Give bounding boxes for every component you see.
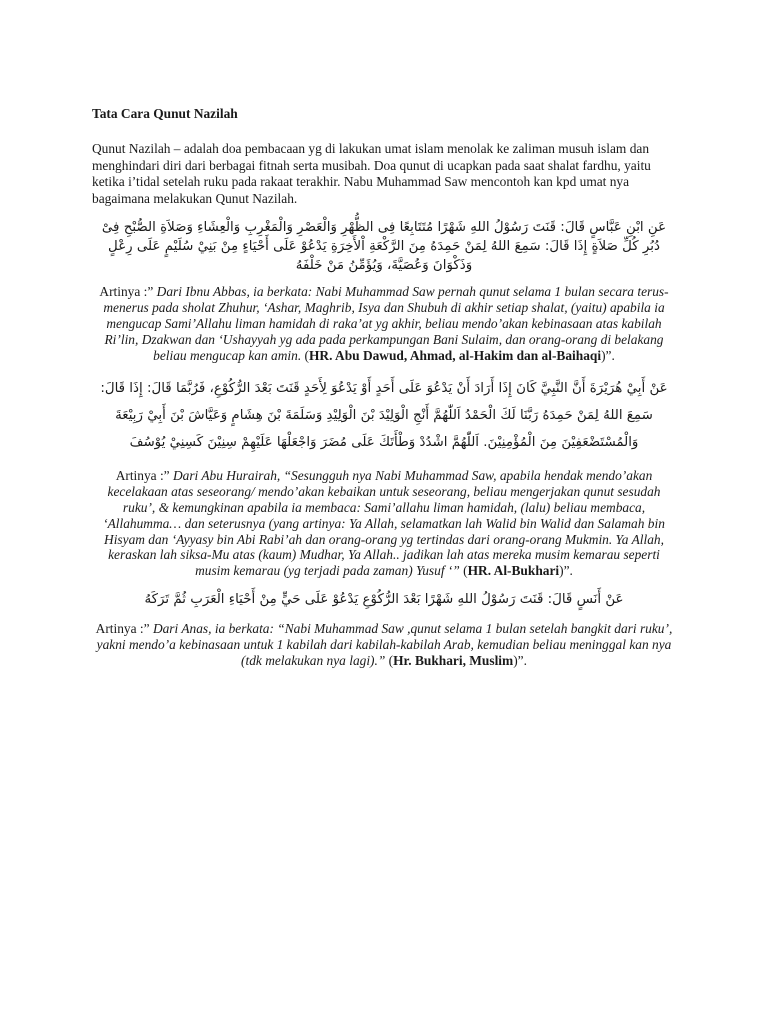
hadith-reference: HR. Al-Bukhari — [467, 563, 560, 579]
hadith-reference: Hr. Bukhari, Muslim — [393, 652, 514, 668]
translation-label: Artinya :” — [95, 620, 150, 636]
document-title: Tata Cara Qunut Nazilah — [92, 106, 238, 121]
reference-open: ( — [301, 347, 309, 363]
document-page — [92, 106, 676, 680]
hadith-reference: HR. Abu Dawud, Ahmad, al-Hakim dan al-Baihaqi — [308, 347, 602, 363]
translation-text: Dari Anas, ia berkata: “Nabi Muhammad Saw ,qunut selama 1 bulan setelah bangkit dari ruku’, yakni mendo’a kebinasaan untuk 1 kabilah dari kabilah-kabilah Arab, kemudian beliau meninggal kan nya (tdk melakukan nya lagi).” — [96, 620, 673, 668]
arabic-hadith-ibnu-abbas: عَنِ ابْنِ عَبَّاسٍ قَالَ: قَنَتَ رَسُوْلُ اللهِ شَهْرًا مُتَتَابِعًا فِى الظُّهْرِ وَالْعَصْرِ وَالْمَغْرِبِ وَالْعِشَاءِ وَصَلاَةِ الصُّبْحِ فِىْ دُبُرِ كُلِّ صَلاَةٍ إِذَا قَالَ: سَمِعَ اللهُ لِمَنْ حَمِدَهُ مِنَ الرَّكْعَةِ اْلأَخِرَةِ يَدْعُوْ عَلَى أَحْيَاءٍ مِنْ بَنِيْ سُلَيْمٍ عَلَى رِعْلٍ وَذَكْوَانَ وَعُصَيَّةَ، وَيُؤَمِّنُ مَنْ خَلْفَهُ — [101, 220, 667, 274]
reference-close: )”. — [601, 347, 615, 363]
reference-open: ( — [459, 563, 468, 579]
translation-text: Dari Ibnu Abbas, ia berkata: Nabi Muhammad Saw pernah qunut selama 1 bulan secara terus-menerus pada sholat Zhuhur, ‘Ashar, Maghrib, Isya dan Shubuh di akhir setiap shalat, (yaitu) apabila ia mengucap Sami’Allahu liman hamidah di raka’at yg akhir, beliau mendo’akan kebinasaan atas kabilah Ri’lin, Dzakwan dan ‘Ushayyah yg ada pada perkampungan Bani Sulaim, dan orang-orang di belakang beliau mengucap kan amin. — [103, 284, 669, 363]
intro-paragraph: Qunut Nazilah – adalah doa pembacaan yg di lakukan umat islam menolak ke zaliman musuh islam dan menghindari diri dari berbagai fitnah serta musibah. Doa qunut di ucapkan pada saat shalat fardhu, yaitu ketika i’tidal setelah ruku pada rakaat terakhir. Nabu Muhammad Saw mencontoh kan kpd umat nya bagaimana melakukan Qunut Nazilah. — [92, 141, 651, 206]
translation-abu-hurairah — [92, 468, 676, 579]
reference-close: )”. — [559, 563, 573, 579]
reference-close: )”. — [513, 652, 527, 668]
reference-open: ( — [385, 652, 394, 668]
translation-text: Dari Abu Hurairah, “Sesungguh nya Nabi Muhammad Saw, apabila hendak mendo’akan kecelakaan atas seseorang/ mendo’akan kebaikan untuk seseorang, beliau mengerjakan qunut sesudah ruku’, & kemungkinan apabila ia membaca: Sami’allahu liman hamidah, (lalu) beliau membaca, ‘Allahumma… dan seterusnya (yang artinya: Ya Allah, selamatkan lah Walid bin Walid dan Salamah bin Hisyam dan ‘Ayyasy bin Abi Rabi’ah dan orang-orang yg tertindas dari orang-orang Mukmin. Ya Allah, keraskan lah siksa-Mu atas (kaum) Mudhar, Ya Allah.. jadikan lah atas mereka musim kemarau seperti musim kemarau (yg terjadi pada zaman) Yusuf ‘” — [103, 468, 665, 579]
translation-anas — [92, 621, 676, 668]
translation-label: Artinya :” — [99, 284, 154, 300]
translation-ibnu-abbas — [92, 284, 676, 363]
arabic-hadith-anas: عَنْ أَنَسٍ قَالَ: قَنَتَ رَسُوْلُ اللهِ شَهْرًا بَعْدَ الرُّكُوْعِ يَدْعُوْ عَلَى حَيٍّ مِنْ أَحْيَاءِ الْعَرَبِ ثُمَّ تَرَكَهُ — [144, 591, 624, 607]
translation-label: Artinya :” — [115, 468, 170, 484]
arabic-hadith-abu-hurairah: عَنْ أَبِيْ هُرَيْرَةَ أَنَّ النَّبِيَّ كَانَ إِذَا أَرَادَ أَنْ يَدْعُوَ عَلَى أَحَدٍ أَوْ يَدْعُوَ لِأَحَدٍ قَنَتَ بَعْدَ الرُّكُوْعِ، فَرُبَّمَا قَالَ: إِذَا قَالَ: سَمِعَ اللهُ لِمَنْ حَمِدَهُ رَبَّنَا لَكَ الْحَمْدُ اَللّٰهُمَّ أَنْجِ الْوَلِيْدَ بْنَ الْوَلِيْدِ وَسَلَمَةَ بْنَ هِشَامٍ وَعَيَّاشَ بْنَ أَبِيْ رَبِيْعَةَ وَالْمُسْتَضْعَفِيْنَ مِنَ الْمُؤْمِنِيْنَ. اَللّٰهُمَّ اشْدُدْ وَطْأَتَكَ عَلَى مُضَرَ وَاجْعَلْهَا عَلَيْهِمْ سِنِيْنَ كَسِنِيْ يُوْسُفَ — [100, 381, 668, 451]
